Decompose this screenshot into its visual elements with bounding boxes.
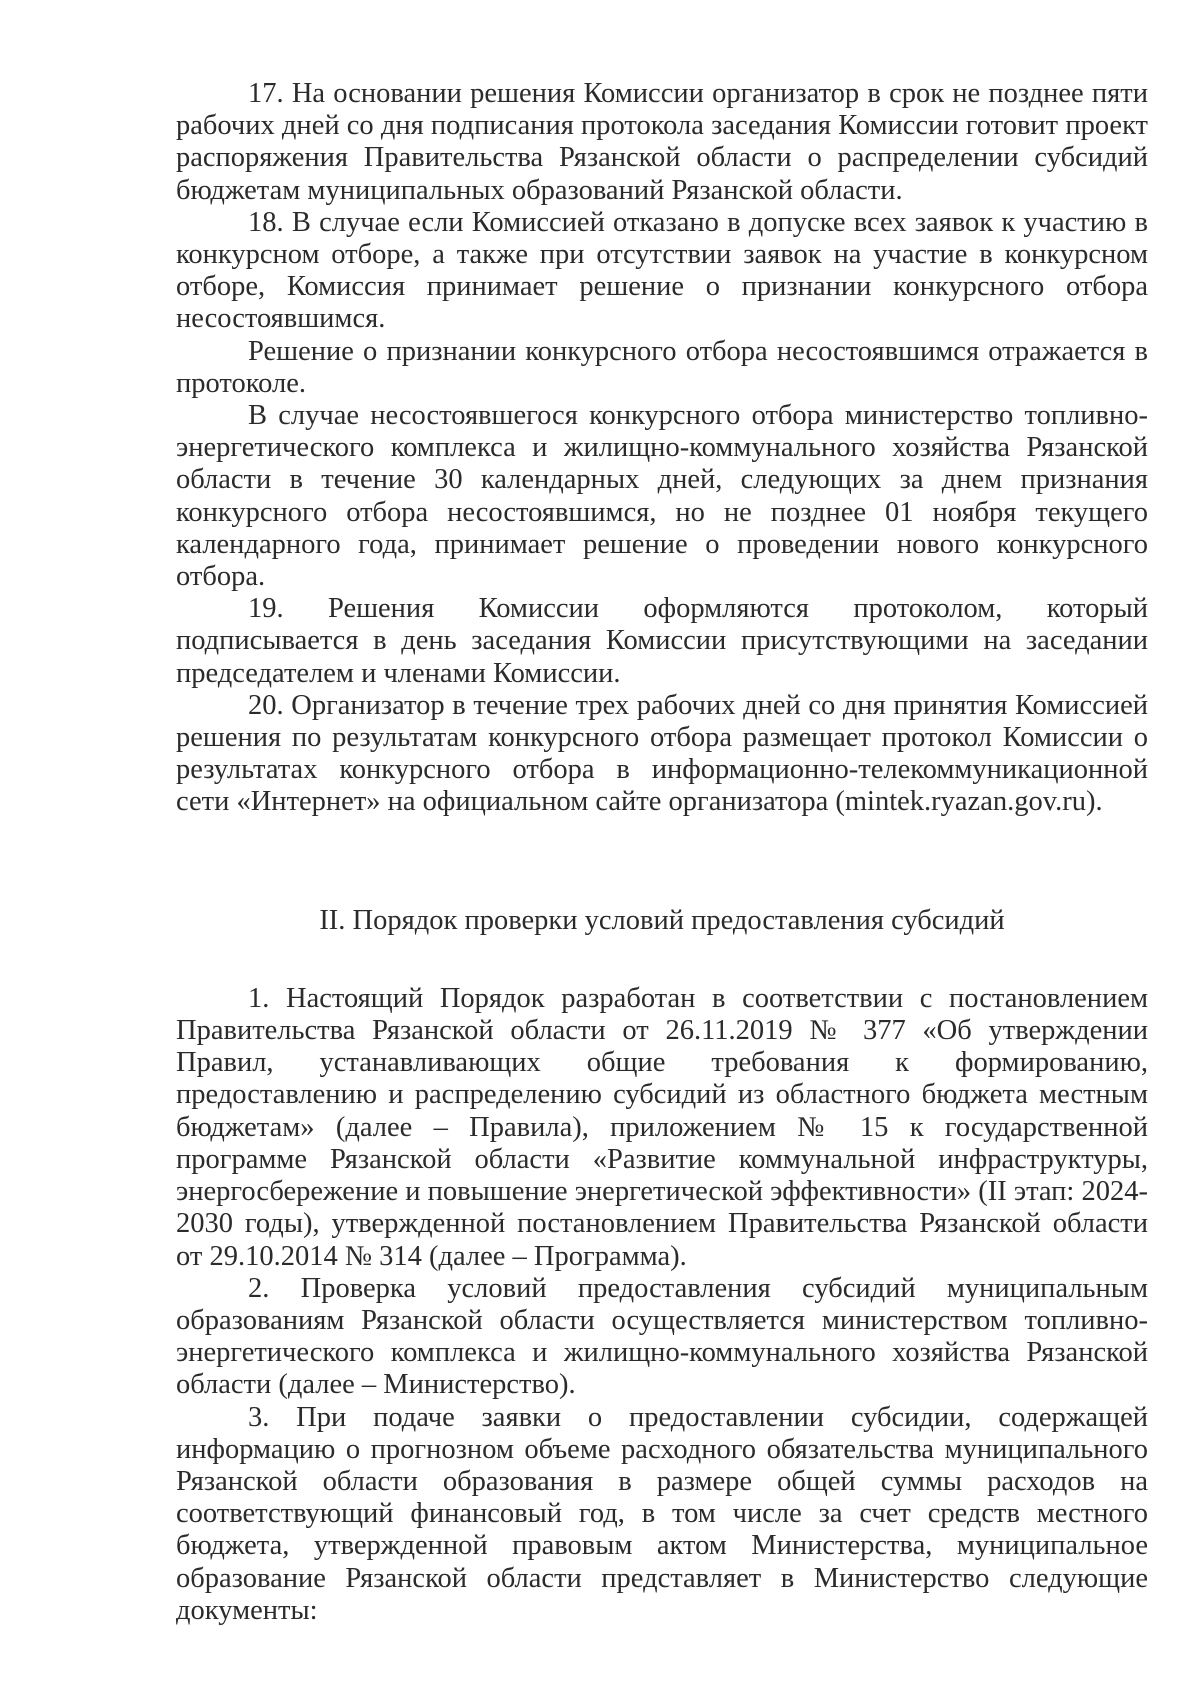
- paragraph-19: 19. Решения Комиссии оформляются протоколом, который подписывается в день заседания Комиссии присутствующими на заседании председателем и членами Комиссии.: [176, 593, 1148, 689]
- section-2-paragraph-1: 1. Настоящий Порядок разработан в соответствии с постановлением Правительства Рязанской области от 26.11.2019 № 377 «Об утверждении Правил, устанавливающих общие требования к формированию, предоставлению и распределению субсидий из областного бюджета местным бюджетам» (далее – Правила), приложением № 15 к государственной программе Рязанской области «Развитие коммунальной инфраструктуры, энергосбережение и повышение энергетической эффективности» (II этап: 2024-2030 годы), утвержденной постановлением Правительства Рязанской области от 29.10.2014 № 314 (далее – Программа).: [176, 982, 1148, 1272]
- paragraph-18-failed-selection: В случае несостоявшегося конкурсного отбора министерство топливно-энергетического комплекса и жилищно-коммунального хозяйства Рязанской области в течение 30 календарных дней, следующих за днем признания конкурсного отбора несостоявшимся, но не позднее 01 ноября текущего календарного года, принимает решение о проведении нового конкурсного отбора.: [176, 400, 1148, 593]
- section-heading: II. Порядок проверки условий предоставления субсидий: [319, 904, 1005, 936]
- paragraph-18-decision: Решение о признании конкурсного отбора несостоявшимся отражается в протоколе.: [176, 335, 1148, 399]
- document-page: [176, 78, 1148, 1627]
- section-2-paragraph-2: 2. Проверка условий предоставления субсидий муниципальным образованиям Рязанской области осуществляется министерством топливно-энергетического комплекса и жилищно-коммунального хозяйства Рязанской области (далее – Министерство).: [176, 1272, 1148, 1401]
- paragraph-20: 20. Организатор в течение трех рабочих дней со дня принятия Комиссией решения по результатам конкурсного отбора размещает протокол Комиссии о результатах конкурсного отбора в информационно-телекоммуникационной сети «Интернет» на официальном сайте организатора (mintek.ryazan.gov.ru).: [176, 689, 1148, 818]
- part-1: [176, 78, 1148, 819]
- paragraph-17: 17. На основании решения Комиссии организатор в срок не позднее пяти рабочих дней со дня подписания протокола заседания Комиссии готовит проект распоряжения Правительства Рязанской области о распределении субсидий бюджетам муниципальных образований Рязанской области.: [176, 78, 1148, 206]
- section-2: [176, 983, 1148, 1627]
- section-2-paragraph-3: 3. При подаче заявки о предоставлении субсидии, содержащей информацию о прогнозном объеме расходного обязательства муниципального Рязанской области образования в размере общей суммы расходов на соответствующий финансовый год, в том числе за счет средств местного бюджета, утвержденной правовым актом Министерства, муниципальное образование Рязанской области представляет в Министерство следующие документы:: [176, 1401, 1148, 1626]
- paragraph-18: 18. В случае если Комиссией отказано в допуске всех заявок к участию в конкурсном отборе, а также при отсутствии заявок на участие в конкурсном отборе, Комиссия принимает решение о признании конкурсного отбора несостоявшимся.: [176, 206, 1148, 335]
